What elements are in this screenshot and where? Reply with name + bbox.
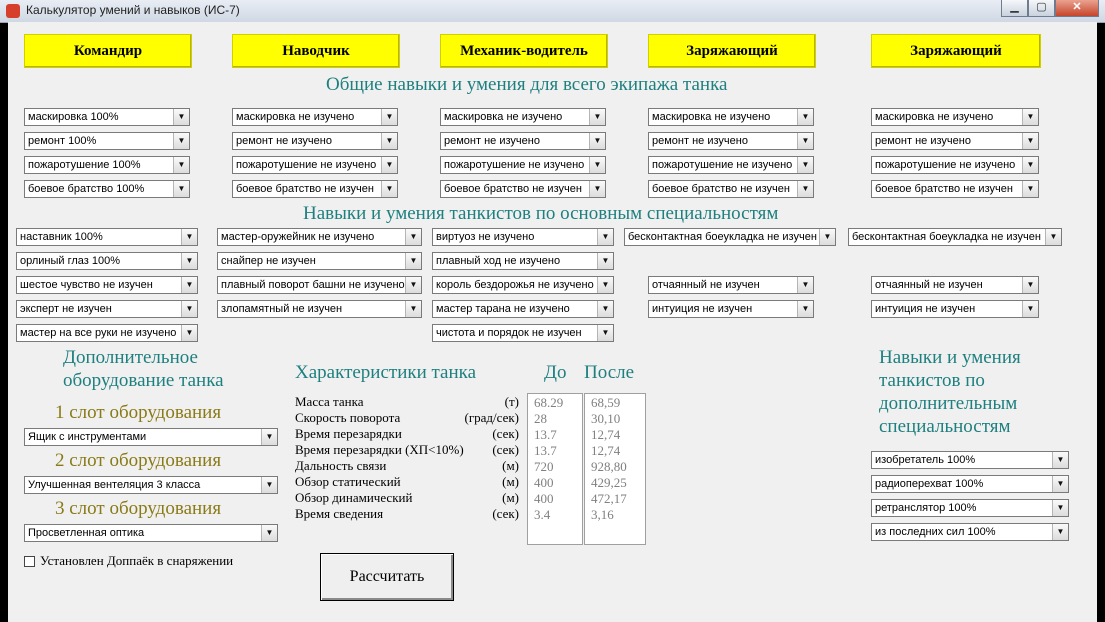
dropdown-arrow-icon[interactable]: ▼ [797,181,813,197]
extra-skill-select[interactable]: изобретатель 100% ▼ [871,451,1069,469]
main-skill-select[interactable]: бесконтактная боеукладка не изучен ▼ [848,228,1062,246]
main-skill-select[interactable]: плавный поворот башни не изучено ▼ [217,276,422,294]
role-driver: Механик-водитель [440,34,608,68]
common-skill-select[interactable]: ремонт 100% ▼ [24,132,190,150]
dropdown-arrow-icon[interactable]: ▼ [181,277,197,293]
after-values-box [584,393,646,545]
common-skill-select[interactable]: маскировка не изучено ▼ [440,108,606,126]
close-button[interactable]: ✕ [1055,0,1099,17]
before-value: 400 [534,491,554,506]
dropdown-arrow-icon[interactable]: ▼ [597,325,613,341]
before-value: 68.29 [534,395,564,410]
doppayok-label: Установлен Доппаёк в снаряжении [40,553,234,568]
main-skill-select[interactable]: чистота и порядок не изучен ▼ [432,324,614,342]
role-gunner: Наводчик [232,34,400,68]
stats-labels [295,394,519,522]
before-heading: До [544,362,567,383]
main-skill-select[interactable]: интуиция не изучен ▼ [648,300,814,318]
main-skill-select[interactable]: наставник 100% ▼ [16,228,198,246]
dropdown-arrow-icon[interactable]: ▼ [797,157,813,173]
dropdown-arrow-icon[interactable]: ▼ [1022,157,1038,173]
dropdown-arrow-icon[interactable]: ▼ [589,181,605,197]
dropdown-arrow-icon[interactable]: ▼ [797,133,813,149]
before-value: 3.4 [534,507,551,522]
common-skill-select[interactable]: пожаротушение не изучено ▼ [440,156,606,174]
common-skill-select[interactable]: пожаротушение не изучено ▼ [648,156,814,174]
stat-row: Время перезарядки (ХП<10%) (сек) [295,442,519,457]
stat-row: Время перезарядки (сек) [295,426,519,441]
main-skill-select[interactable]: мастер на все руки не изучено ▼ [16,324,198,342]
common-skill-select[interactable]: боевое братство не изучен ▼ [440,180,606,198]
dropdown-arrow-icon[interactable]: ▼ [1052,476,1068,492]
common-skill-select[interactable]: ремонт не изучено ▼ [232,132,398,150]
dropdown-arrow-icon[interactable]: ▼ [173,133,189,149]
common-skill-select[interactable]: боевое братство 100% ▼ [24,180,190,198]
maximize-button[interactable]: ▢ [1028,0,1055,17]
stats-heading: Характеристики танка [295,362,477,383]
dropdown-arrow-icon[interactable]: ▼ [381,109,397,125]
common-skill-select[interactable]: маскировка не изучено ▼ [232,108,398,126]
equipment-heading: Дополнительное оборудование танка [63,347,224,391]
equipment-slot-3-label: 3 слот оборудования [55,498,222,519]
common-skill-select[interactable]: пожаротушение 100% ▼ [24,156,190,174]
dropdown-arrow-icon[interactable]: ▼ [381,181,397,197]
dropdown-arrow-icon[interactable]: ▼ [173,181,189,197]
equipment-slot-3-select[interactable]: Просветленная оптика ▼ [24,524,278,542]
before-value: 28 [534,411,547,426]
dropdown-arrow-icon[interactable]: ▼ [597,301,613,317]
main-skill-select[interactable]: мастер-оружейник не изучено ▼ [217,228,422,246]
before-value: 13.7 [534,443,557,458]
title-bar [0,0,1105,23]
dropdown-arrow-icon[interactable]: ▼ [597,253,613,269]
main-skill-select[interactable]: мастер тарана не изучено ▼ [432,300,614,318]
dropdown-arrow-icon[interactable]: ▼ [173,109,189,125]
common-skill-select[interactable]: пожаротушение не изучено ▼ [871,156,1039,174]
common-skill-select[interactable]: маскировка не изучено ▼ [648,108,814,126]
main-skill-select[interactable]: снайпер не изучен ▼ [217,252,422,270]
equipment-slot-2-label: 2 слот оборудования [55,450,222,471]
common-skill-select[interactable]: ремонт не изучено ▼ [648,132,814,150]
dropdown-arrow-icon[interactable]: ▼ [173,157,189,173]
common-skill-select[interactable]: маскировка 100% ▼ [24,108,190,126]
dropdown-arrow-icon[interactable]: ▼ [589,157,605,173]
dropdown-arrow-icon[interactable]: ▼ [1022,277,1038,293]
main-skill-select[interactable]: король бездорожья не изучено ▼ [432,276,614,294]
dropdown-arrow-icon[interactable]: ▼ [181,301,197,317]
calculate-button[interactable]: Рассчитать [320,553,454,601]
window-controls [1001,0,1099,18]
dropdown-arrow-icon[interactable]: ▼ [589,133,605,149]
dropdown-arrow-icon[interactable]: ▼ [405,277,421,293]
common-skill-select[interactable]: боевое братство не изучен ▼ [648,180,814,198]
dropdown-arrow-icon[interactable]: ▼ [181,253,197,269]
extra-skills-heading: Навыки и умения танкистов по дополнительным специальностям [879,347,1021,437]
dropdown-arrow-icon[interactable]: ▼ [597,277,613,293]
dropdown-arrow-icon[interactable]: ▼ [1022,133,1038,149]
equipment-slot-2-select[interactable]: Улучшенная вентеляция 3 класса ▼ [24,476,278,494]
common-skill-select[interactable]: маскировка не изучено ▼ [871,108,1039,126]
main-skill-select[interactable]: орлиный глаз 100% ▼ [16,252,198,270]
window-title: Калькулятор умений и навыков (ИС-7) [26,3,240,17]
dropdown-arrow-icon[interactable]: ▼ [1052,524,1068,540]
after-value: 928,80 [591,459,627,474]
doppayok-checkbox[interactable] [24,556,35,567]
dropdown-arrow-icon[interactable]: ▼ [405,229,421,245]
dropdown-arrow-icon[interactable]: ▼ [381,157,397,173]
dropdown-arrow-icon[interactable]: ▼ [405,301,421,317]
dropdown-arrow-icon[interactable]: ▼ [1022,301,1038,317]
after-value: 472,17 [591,491,627,506]
stat-row: Обзор статический (м) [295,474,519,489]
dropdown-arrow-icon[interactable]: ▼ [797,277,813,293]
after-value: 68,59 [591,395,621,410]
common-skill-select[interactable]: ремонт не изучено ▼ [871,132,1039,150]
dropdown-arrow-icon[interactable]: ▼ [819,229,835,245]
stat-row: Время сведения (сек) [295,506,519,521]
minimize-button[interactable]: ▁ [1001,0,1028,17]
dropdown-arrow-icon[interactable]: ▼ [1052,500,1068,516]
role-loader-2: Заряжающий [871,34,1041,68]
main-window [8,22,1097,622]
role-loader-1: Заряжающий [648,34,816,68]
extra-skill-select[interactable]: ретранслятор 100% ▼ [871,499,1069,517]
main-skills-heading: Навыки и умения танкистов по основным специальностям [303,203,779,224]
stat-row: Дальность связи (м) [295,458,519,473]
dropdown-arrow-icon[interactable]: ▼ [261,477,277,493]
main-skill-select[interactable]: плавный ход не изучено ▼ [432,252,614,270]
main-skill-select[interactable]: эксперт не изучен ▼ [16,300,198,318]
common-skills-heading: Общие навыки и умения для всего экипажа танка [326,74,728,95]
after-heading: После [584,362,635,383]
after-value: 3,16 [591,507,614,522]
stat-row: Обзор динамический (м) [295,490,519,505]
extra-skill-select[interactable]: радиоперехват 100% ▼ [871,475,1069,493]
after-value: 12,74 [591,443,621,458]
stat-row: Скорость поворота (град/сек) [295,410,519,425]
dropdown-arrow-icon[interactable]: ▼ [261,429,277,445]
after-value: 12,74 [591,427,621,442]
role-commander: Командир [24,34,192,68]
dropdown-arrow-icon[interactable]: ▼ [405,253,421,269]
dropdown-arrow-icon[interactable]: ▼ [1022,109,1038,125]
common-skill-select[interactable]: ремонт не изучено ▼ [440,132,606,150]
dropdown-arrow-icon[interactable]: ▼ [381,133,397,149]
common-skill-select[interactable]: боевое братство не изучен ▼ [232,180,398,198]
main-skill-select[interactable]: интуиция не изучен ▼ [871,300,1039,318]
before-values-box [527,393,583,545]
main-skill-select[interactable]: бесконтактная боеукладка не изучен ▼ [624,228,836,246]
before-value: 400 [534,475,554,490]
before-value: 720 [534,459,554,474]
after-value: 30,10 [591,411,621,426]
app-icon [6,4,20,18]
extra-skill-select[interactable]: из последних сил 100% ▼ [871,523,1069,541]
main-skill-select[interactable]: шестое чувство не изучен ▼ [16,276,198,294]
dropdown-arrow-icon[interactable]: ▼ [797,109,813,125]
dropdown-arrow-icon[interactable]: ▼ [589,109,605,125]
main-skill-select[interactable]: виртуоз не изучено ▼ [432,228,614,246]
dropdown-arrow-icon[interactable]: ▼ [597,229,613,245]
dropdown-arrow-icon[interactable]: ▼ [1052,452,1068,468]
dropdown-arrow-icon[interactable]: ▼ [181,229,197,245]
equipment-slot-1-select[interactable]: Ящик с инструментами ▼ [24,428,278,446]
before-value: 13.7 [534,427,557,442]
common-skill-select[interactable]: боевое братство не изучен ▼ [871,180,1039,198]
dropdown-arrow-icon[interactable]: ▼ [1022,181,1038,197]
main-skill-select[interactable]: отчаянный не изучен ▼ [871,276,1039,294]
main-skill-select[interactable]: злопамятный не изучен ▼ [217,300,422,318]
stat-row: Масса танка (т) [295,394,519,409]
main-skill-select[interactable]: отчаянный не изучен ▼ [648,276,814,294]
dropdown-arrow-icon[interactable]: ▼ [797,301,813,317]
dropdown-arrow-icon[interactable]: ▼ [1045,229,1061,245]
common-skill-select[interactable]: пожаротушение не изучено ▼ [232,156,398,174]
after-value: 429,25 [591,475,627,490]
dropdown-arrow-icon[interactable]: ▼ [261,525,277,541]
equipment-slot-1-label: 1 слот оборудования [55,402,222,423]
dropdown-arrow-icon[interactable]: ▼ [181,325,197,341]
